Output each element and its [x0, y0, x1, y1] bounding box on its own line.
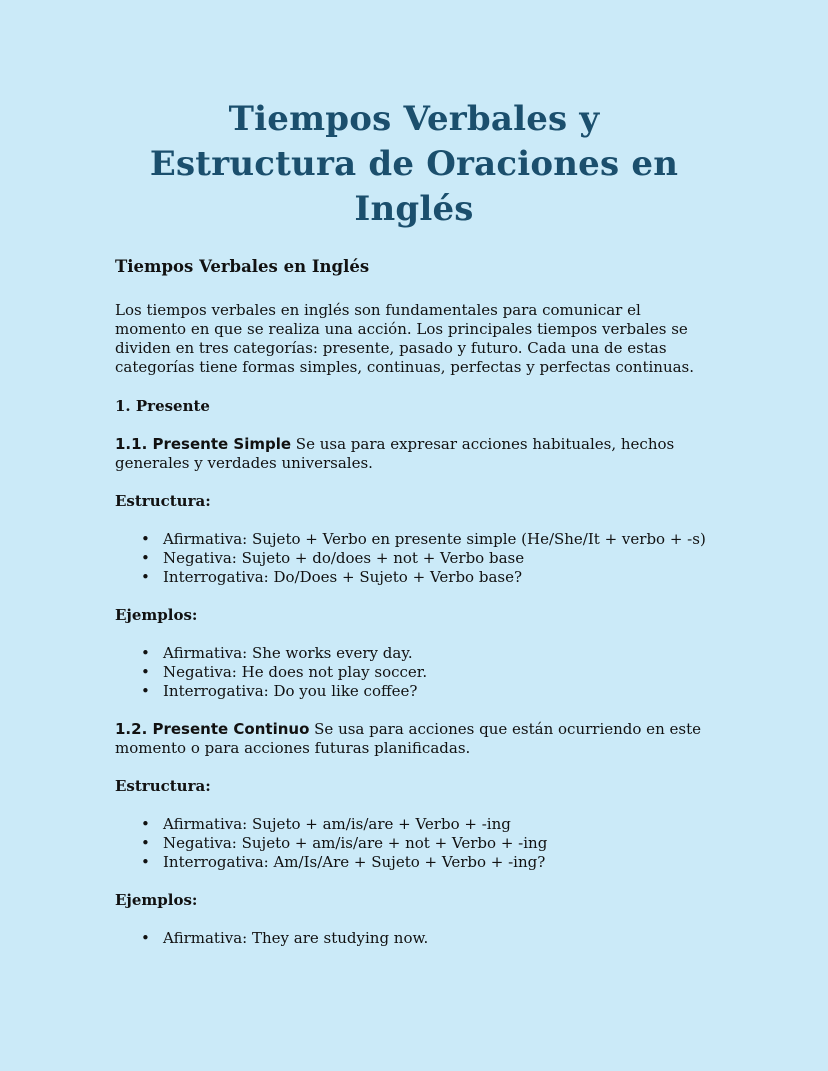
presente-simple-heading: 1.1. Presente Simple [115, 435, 292, 453]
presente-simple-paragraph [115, 435, 713, 473]
list-item: • Interrogativa: Do you like coffee? [163, 682, 713, 701]
ejemplos-list [115, 929, 713, 948]
presente-continuo-paragraph [115, 720, 713, 758]
intro-paragraph: Los tiempos verbales en inglés son fundamentales para comunicar el momento en que se realiza una acción. Los principales tiempos verbales se dividen en tres categorías: presente, pasado y futuro. Cada una de estas categorías tiene formas simples, continuas, perfectas y perfectas continuas. [115, 301, 695, 376]
title-line: Tiempos Verbales y [228, 99, 600, 139]
section-title: Tiempos Verbales en Inglés [115, 257, 370, 276]
list-item: • Afirmativa: Sujeto + am/is/are + Verbo + -ing [163, 815, 713, 834]
estructura-list [115, 815, 713, 872]
ejemplos-list [115, 644, 713, 701]
list-item: • Afirmativa: They are studying now. [163, 929, 713, 948]
estructura-list [115, 530, 713, 587]
list-item: • Interrogativa: Do/Does + Sujeto + Verbo base? [163, 568, 713, 587]
presente-heading: 1. Presente [115, 397, 210, 415]
list-item: • Negativa: Sujeto + am/is/are + not + Verbo + -ing [163, 834, 713, 853]
estructura-label: Estructura: [115, 777, 211, 795]
list-item: • Negativa: He does not play soccer. [163, 663, 713, 682]
title-line: Inglés [354, 189, 474, 229]
presente-continuo-description: Se usa para acciones que están ocurriendo en este momento o para acciones futuras planificadas. [115, 720, 701, 757]
list-item: • Afirmativa: She works every day. [163, 644, 713, 663]
presente-continuo-heading: 1.2. Presente Continuo [115, 720, 310, 738]
list-item: • Interrogativa: Am/Is/Are + Sujeto + Verbo + -ing? [163, 853, 713, 872]
title-line: Estructura de Oraciones en [149, 144, 679, 184]
ejemplos-label: Ejemplos: [115, 606, 198, 624]
estructura-label: Estructura: [115, 492, 211, 510]
ejemplos-label: Ejemplos: [115, 891, 198, 909]
presente-simple-description: Se usa para expresar acciones habituales, hechos generales y verdades universales. [115, 435, 675, 472]
list-item: • Negativa: Sujeto + do/does + not + Verbo base [163, 549, 713, 568]
document-title [115, 0, 713, 232]
list-item: • Afirmativa: Sujeto + Verbo en presente simple (He/She/It + verbo + -s) [163, 530, 713, 549]
